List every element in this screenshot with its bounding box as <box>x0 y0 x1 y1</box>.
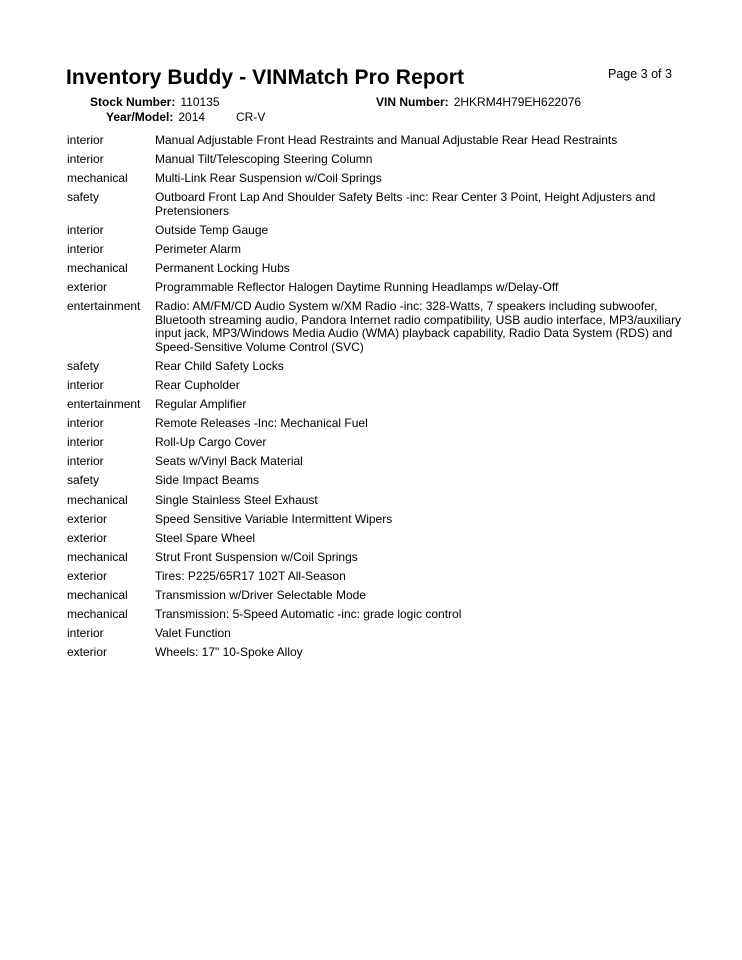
feature-row <box>67 191 687 224</box>
feature-description: Multi-Link Rear Suspension w/Coil Springs <box>155 171 382 186</box>
feature-category: exterior <box>67 568 108 583</box>
feature-row <box>67 134 687 153</box>
feature-category: mechanical <box>67 492 128 507</box>
feature-row <box>67 243 687 262</box>
feature-category: interior <box>67 152 104 167</box>
stock-number-label: Stock Number: <box>90 95 176 109</box>
feature-category: entertainment <box>67 299 141 314</box>
feature-category: exterior <box>67 530 108 545</box>
feature-row <box>67 153 687 172</box>
feature-category: interior <box>67 626 104 641</box>
page-number: Page 3 of 3 <box>608 67 672 81</box>
feature-row <box>67 172 687 191</box>
feature-category: interior <box>67 133 104 147</box>
feature-category: interior <box>67 377 104 392</box>
feature-description: Transmission: 5-Speed Automatic -inc: grade logic control <box>155 607 462 622</box>
vin-number-value: 2HKRM4H79EH622076 <box>453 95 582 109</box>
vin-number <box>376 95 581 109</box>
feature-row <box>67 551 687 570</box>
feature-description: Radio: AM/FM/CD Audio System w/XM Radio -inc: 328-Watts, 7 speakers including subwoofer, Bluetooth streaming audio, Pandora Internet radio compatibility, USB audio interface, MP3/auxiliary input jack, MP3/Windows Media Audio (WMA) playback capability, Radio Data System (RDS) and Speed-Sensitive Volume Control (SVC) <box>155 299 682 354</box>
feature-category: interior <box>67 454 104 469</box>
feature-description: Roll-Up Cargo Cover <box>155 435 267 450</box>
feature-category: interior <box>67 222 104 237</box>
feature-row <box>67 589 687 608</box>
stock-number-value: 110135 <box>180 95 220 109</box>
feature-row <box>67 417 687 436</box>
feature-list <box>67 134 687 665</box>
stock-number <box>90 95 220 109</box>
feature-row <box>67 224 687 243</box>
year-model <box>106 110 205 124</box>
feature-description: Remote Releases -Inc: Mechanical Fuel <box>155 416 368 431</box>
feature-row <box>67 474 687 493</box>
feature-category: mechanical <box>67 587 128 602</box>
feature-category: safety <box>67 190 100 205</box>
feature-description: Transmission w/Driver Selectable Mode <box>155 587 366 602</box>
feature-description: Manual Adjustable Front Head Restraints and Manual Adjustable Rear Head Restraints <box>155 133 618 147</box>
feature-category: safety <box>67 473 100 488</box>
feature-description: Speed Sensitive Variable Intermittent Wipers <box>155 511 393 526</box>
feature-category: exterior <box>67 511 108 526</box>
feature-description: Programmable Reflector Halogen Daytime Running Headlamps w/Delay-Off <box>155 280 559 295</box>
feature-row <box>67 300 687 360</box>
vin-number-label: VIN Number: <box>376 95 449 109</box>
feature-row <box>67 494 687 513</box>
feature-category: entertainment <box>67 397 141 412</box>
feature-row <box>67 360 687 379</box>
feature-category: mechanical <box>67 549 128 564</box>
model-value: CR-V <box>236 110 266 124</box>
feature-description: Perimeter Alarm <box>155 241 242 256</box>
feature-category: mechanical <box>67 171 128 186</box>
feature-description: Outside Temp Gauge <box>155 222 269 237</box>
feature-category: exterior <box>67 645 108 660</box>
feature-description: Outboard Front Lap And Shoulder Safety Belts -inc: Rear Center 3 Point, Height Adjusters and Pretensioners <box>155 190 656 218</box>
feature-description: Seats w/Vinyl Back Material <box>155 454 303 469</box>
feature-description: Tires: P225/65R17 102T All-Season <box>155 568 346 583</box>
feature-category: mechanical <box>67 261 128 276</box>
feature-description: Strut Front Suspension w/Coil Springs <box>155 549 358 564</box>
feature-row <box>67 532 687 551</box>
feature-row <box>67 608 687 627</box>
feature-description: Wheels: 17" 10-Spoke Alloy <box>155 645 303 660</box>
feature-category: interior <box>67 435 104 450</box>
feature-description: Permanent Locking Hubs <box>155 261 290 276</box>
feature-row <box>67 570 687 589</box>
year-value: 2014 <box>178 110 206 124</box>
report-title: Inventory Buddy - VINMatch Pro Report <box>66 66 465 89</box>
feature-category: mechanical <box>67 607 128 622</box>
feature-category: interior <box>67 416 104 431</box>
feature-row <box>67 281 687 300</box>
feature-row <box>67 436 687 455</box>
feature-row <box>67 398 687 417</box>
feature-category: interior <box>67 241 104 256</box>
feature-category: exterior <box>67 280 108 295</box>
feature-row <box>67 513 687 532</box>
feature-row <box>67 627 687 646</box>
feature-row <box>67 646 687 665</box>
feature-category: safety <box>67 358 100 373</box>
feature-description: Rear Child Safety Locks <box>155 358 284 373</box>
feature-description: Steel Spare Wheel <box>155 530 256 545</box>
feature-description: Valet Function <box>155 626 231 641</box>
feature-description: Side Impact Beams <box>155 473 260 488</box>
feature-description: Manual Tilt/Telescoping Steering Column <box>155 152 373 167</box>
feature-row <box>67 455 687 474</box>
feature-row <box>67 262 687 281</box>
feature-description: Rear Cupholder <box>155 377 240 392</box>
year-model-label: Year/Model: <box>106 110 174 124</box>
feature-row <box>67 379 687 398</box>
feature-description: Regular Amplifier <box>155 397 247 412</box>
feature-description: Single Stainless Steel Exhaust <box>155 492 318 507</box>
